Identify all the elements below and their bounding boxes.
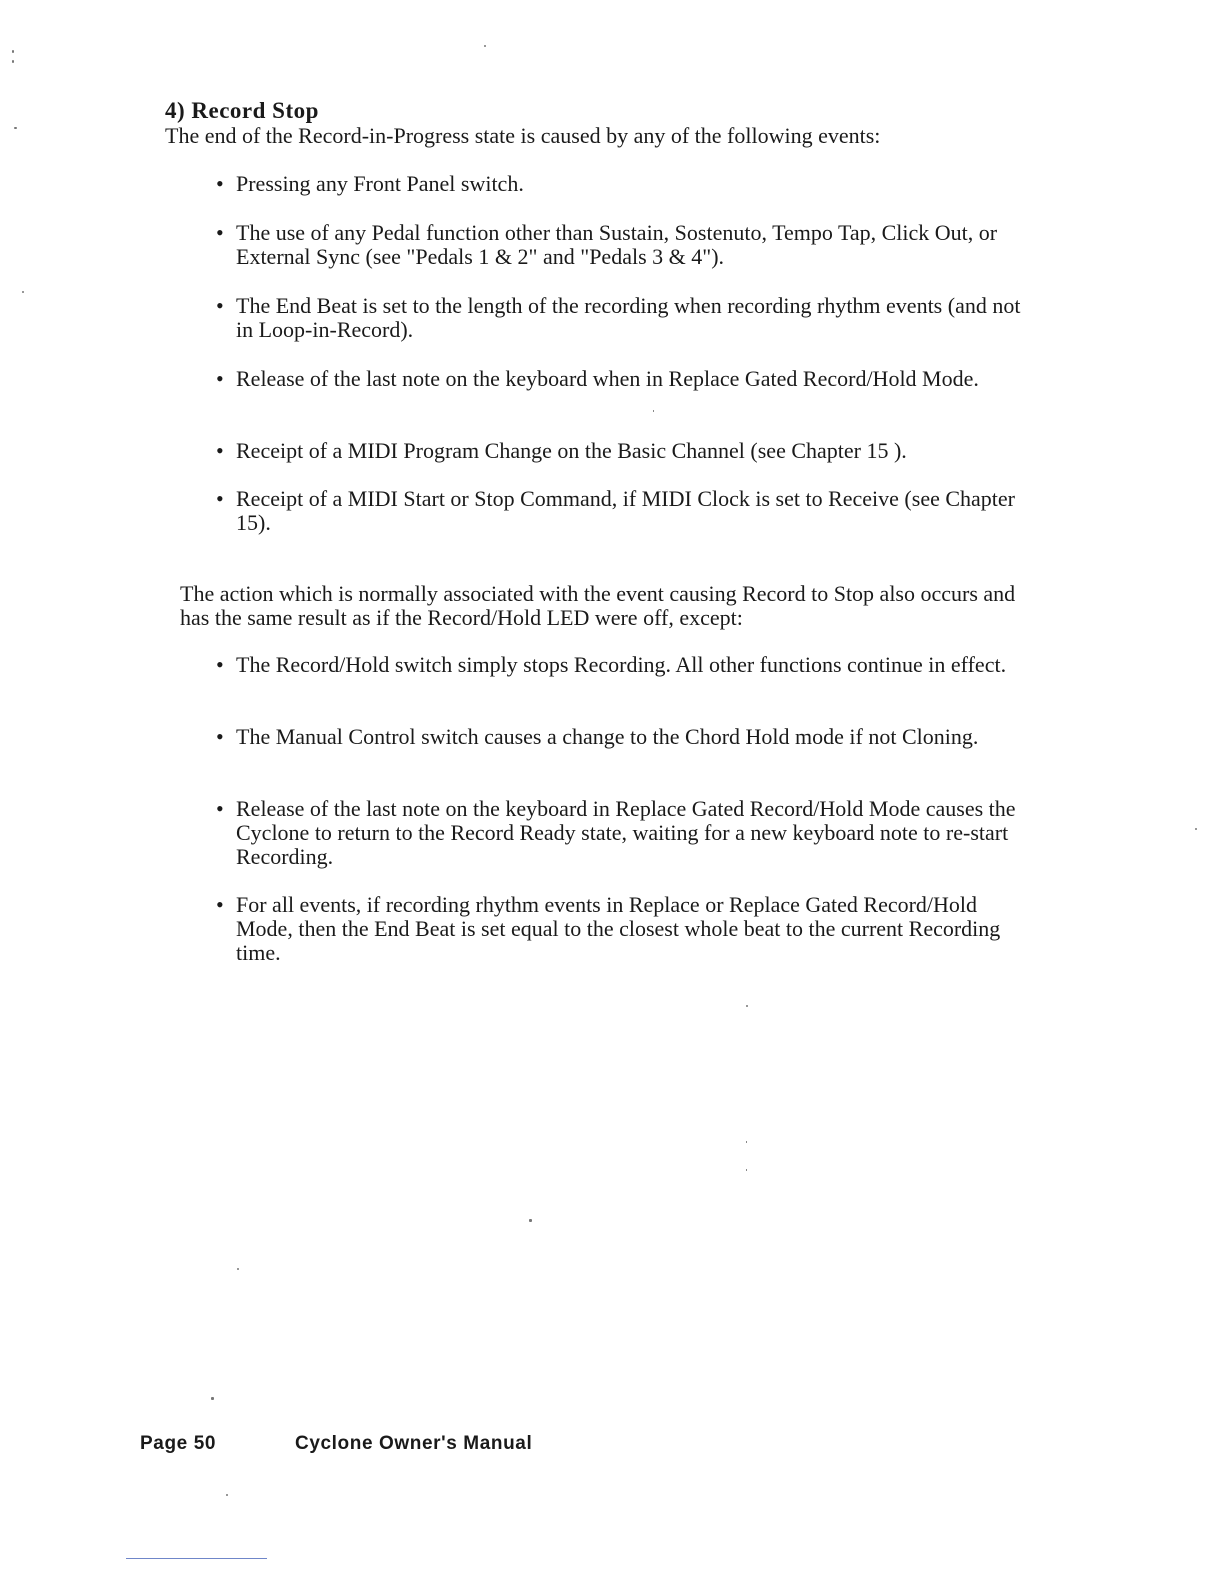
scan-speck bbox=[14, 127, 17, 129]
list-item bbox=[216, 294, 1026, 342]
scan-speck bbox=[653, 410, 654, 412]
scan-speck bbox=[746, 1141, 747, 1143]
scan-speck bbox=[529, 1219, 532, 1222]
list-item bbox=[216, 172, 1026, 196]
list-item bbox=[216, 221, 1026, 269]
bullet-glyph: • bbox=[216, 220, 224, 245]
manual-title: Cyclone Owner's Manual bbox=[295, 1433, 533, 1454]
bullet-glyph: • bbox=[216, 366, 224, 391]
exception-list bbox=[216, 797, 1026, 869]
event-list bbox=[216, 172, 1026, 196]
section-heading: 4) Record Stop bbox=[165, 98, 319, 123]
exception-text: The Manual Control switch causes a change to the Chord Hold mode if not Cloning. bbox=[236, 724, 979, 749]
exception-text: For all events, if recording rhythm events in Replace or Replace Gated Record/Hold Mode, then the End Beat is set equal to the closest whole beat to the current Recording time. bbox=[236, 892, 1001, 965]
event-text: The use of any Pedal function other than Sustain, Sostenuto, Tempo Tap, Click Out, or External Sync (see "Pedals 1 & 2" and "Pedals 3 & 4"). bbox=[236, 220, 998, 269]
list-item bbox=[216, 487, 1026, 535]
scan-speck bbox=[12, 60, 14, 63]
event-text: Receipt of a MIDI Program Change on the Basic Channel (see Chapter 15 ). bbox=[236, 438, 907, 463]
exception-list bbox=[216, 653, 1026, 677]
page-number: Page 50 bbox=[140, 1433, 217, 1454]
section-intro: The end of the Record-in-Progress state is caused by any of the following events: bbox=[165, 123, 881, 148]
exception-text: The Record/Hold switch simply stops Recording. All other functions continue in effect. bbox=[236, 652, 1007, 677]
scan-speck bbox=[12, 50, 14, 53]
bullet-glyph: • bbox=[216, 652, 224, 677]
event-text: Release of the last note on the keyboard when in Replace Gated Record/Hold Mode. bbox=[236, 366, 979, 391]
event-list bbox=[216, 294, 1026, 342]
exception-text: Release of the last note on the keyboard in Replace Gated Record/Hold Mode causes the Cyclone to return to the Record Ready state, waiting for a new keyboard note to re-start Recording. bbox=[236, 796, 1016, 869]
event-text: Pressing any Front Panel switch. bbox=[236, 171, 524, 196]
bullet-glyph: • bbox=[216, 724, 224, 749]
scan-speck bbox=[237, 1268, 239, 1270]
bullet-glyph: • bbox=[216, 796, 224, 821]
action-paragraph: The action which is normally associated with the event causing Record to Stop also occurs and has the same result as if the Record/Hold LED were off, except: bbox=[180, 581, 1016, 630]
scan-speck bbox=[746, 1169, 747, 1171]
list-item bbox=[216, 725, 1026, 749]
event-text: The End Beat is set to the length of the recording when recording rhythm events (and not in Loop-in-Record). bbox=[236, 293, 1021, 342]
scan-speck bbox=[226, 1494, 228, 1496]
exception-list bbox=[216, 725, 1026, 749]
bullet-glyph: • bbox=[216, 486, 224, 511]
event-list bbox=[216, 221, 1026, 269]
list-item bbox=[216, 367, 1026, 391]
list-item bbox=[216, 893, 1026, 965]
bullet-glyph: • bbox=[216, 438, 224, 463]
scan-edge-line bbox=[126, 1558, 267, 1559]
scan-speck bbox=[211, 1397, 214, 1400]
exception-list bbox=[216, 893, 1026, 965]
scan-speck bbox=[484, 45, 486, 47]
list-item bbox=[216, 797, 1026, 869]
scan-speck bbox=[746, 1005, 748, 1007]
bullet-glyph: • bbox=[216, 171, 224, 196]
bullet-glyph: • bbox=[216, 892, 224, 917]
page-footer bbox=[140, 1433, 532, 1455]
list-item bbox=[216, 653, 1026, 677]
bullet-glyph: • bbox=[216, 293, 224, 318]
event-list bbox=[216, 439, 1026, 463]
scan-speck bbox=[1195, 828, 1197, 830]
event-text: Receipt of a MIDI Start or Stop Command, if MIDI Clock is set to Receive (see Chapter 15). bbox=[236, 486, 1015, 535]
event-list bbox=[216, 487, 1026, 535]
event-list bbox=[216, 367, 1026, 391]
scan-speck bbox=[22, 291, 24, 293]
list-item bbox=[216, 439, 1026, 463]
